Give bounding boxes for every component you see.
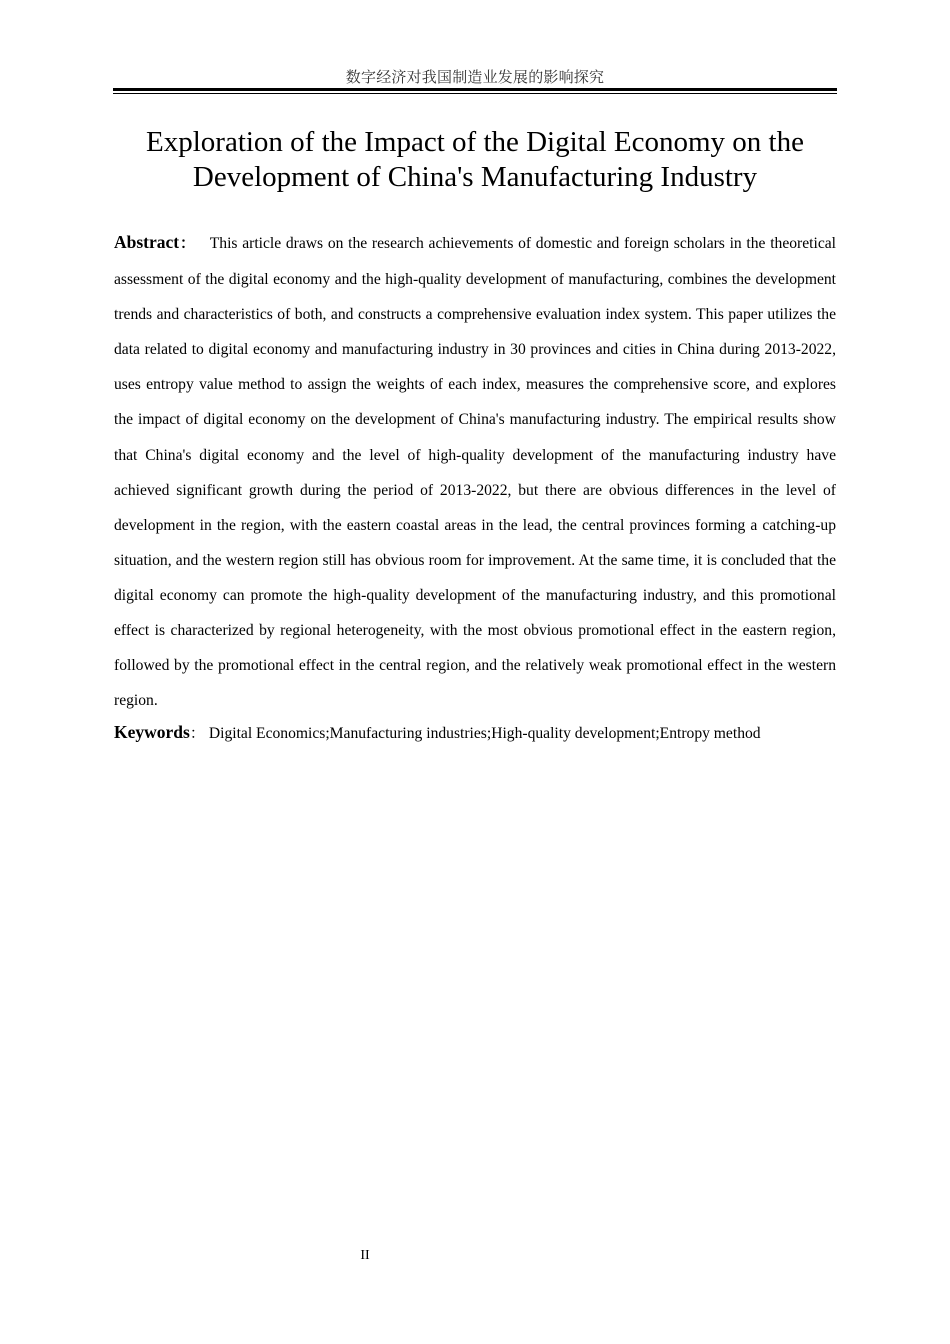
header-rule-thin bbox=[113, 93, 837, 94]
paper-title bbox=[114, 125, 836, 195]
abstract-text: This article draws on the research achievements of domestic and foreign scholars in the theoretical assessment of the digital economy and the high-quality development of manufacturing, combines the development trends and characteristics of both, and constructs a comprehensive evaluation index system. This paper utilizes the data related to digital economy and manufacturing industry in 30 provinces and cities in China during 2013-2022, uses entropy value method to assign the weights of each index, measures the comprehensive score, and explores the impact of digital economy on the development of China's manufacturing industry. The empirical results show that China's digital economy and the level of high-quality development of the manufacturing industry have achieved significant growth during the period of 2013-2022, but there are obvious differences in the level of development in the region, with the eastern coastal areas in the lead, the central provinces forming a catching-up situation, and the western region still has obvious room for improvement. At the same time, it is concluded that the digital economy can promote the high-quality development of the manufacturing industry, and this promotional effect is characterized by regional heterogeneity, with the most obvious promotional effect in the eastern region, followed by the promotional effect in the central region, and the relatively weak promotional effect in the western region. bbox=[114, 235, 836, 710]
paper-title-line-1: Exploration of the Impact of the Digital Economy on the bbox=[146, 126, 804, 158]
abstract-paragraph bbox=[114, 225, 836, 718]
running-header: 数字经济对我国制造业发展的影响探究 bbox=[345, 68, 605, 86]
page-number: II bbox=[360, 1248, 370, 1263]
keywords-colon: ： bbox=[189, 726, 205, 742]
keywords-label: Keywords bbox=[114, 722, 190, 742]
abstract-label: Abstract bbox=[114, 232, 180, 252]
keywords-text: Digital Economics;Manufacturing industries;High-quality development;Entropy method bbox=[208, 725, 761, 742]
abstract-colon: ： bbox=[179, 236, 196, 252]
keywords-paragraph bbox=[114, 716, 836, 750]
header-rule-thick bbox=[113, 88, 837, 91]
paper-title-line-2: Development of China's Manufacturing Industry bbox=[192, 161, 758, 193]
